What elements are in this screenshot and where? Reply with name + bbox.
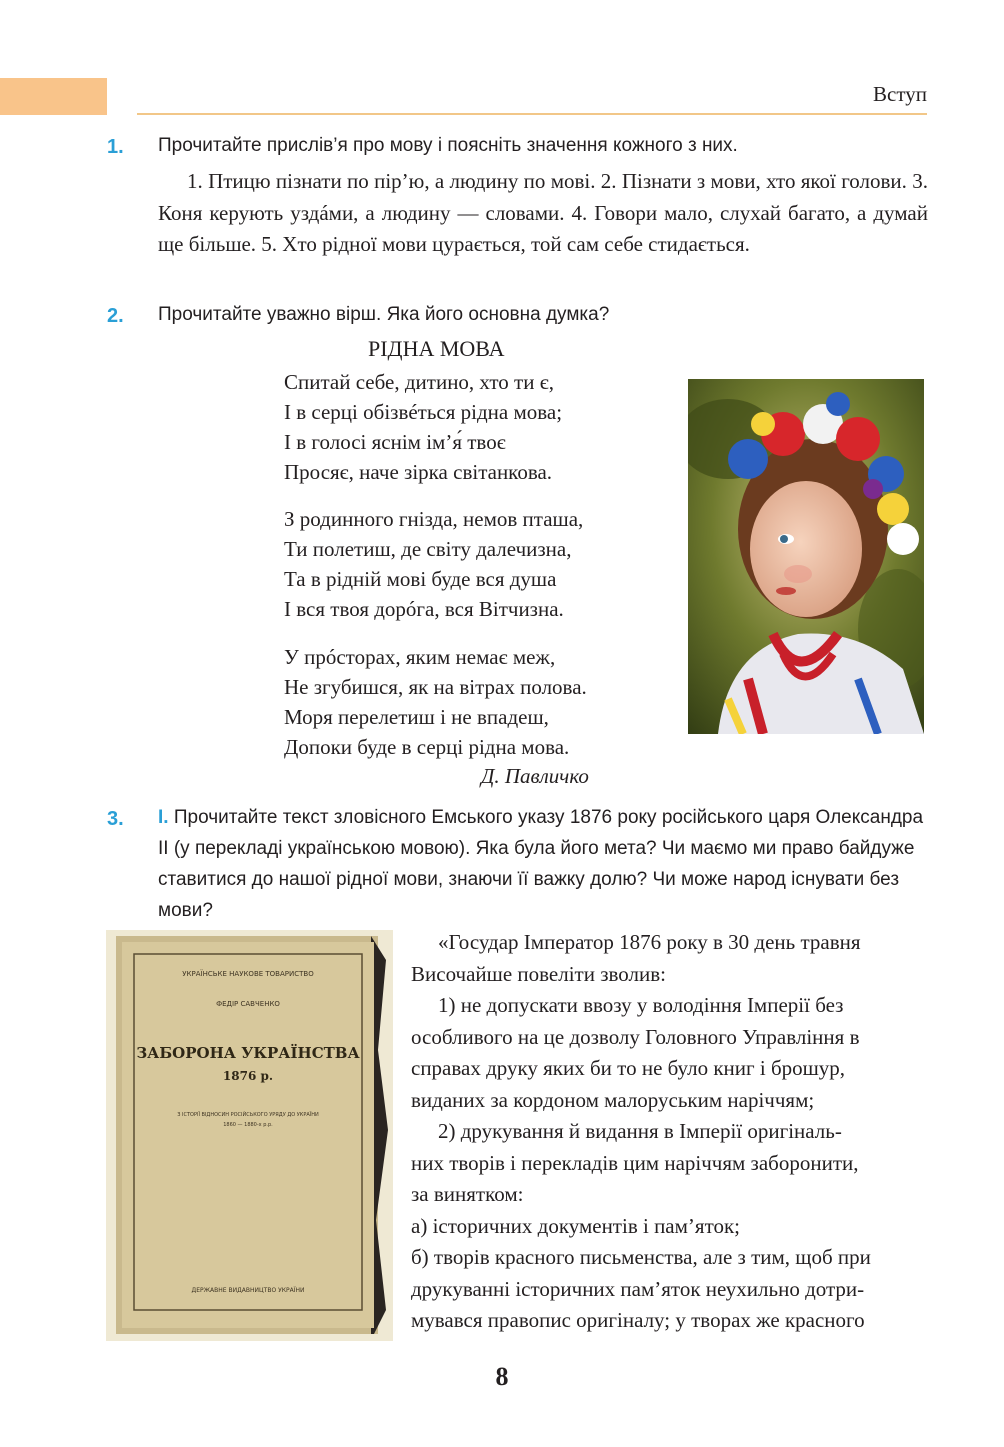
- poem-line: І вся твоя дорóга, вся Вітчизна.: [284, 597, 564, 621]
- poem-line: Допоки буде в серці рідна мова.: [284, 735, 570, 759]
- section-title: Вступ: [873, 82, 927, 106]
- poem-line: З родинного гнізда, немов пташа,: [284, 507, 584, 531]
- poem-line: Просяє, наче зірка світанкова.: [284, 460, 553, 484]
- girl-in-wreath-photo: [688, 379, 924, 734]
- book-year: 1876 р.: [222, 1069, 274, 1083]
- poem-stanza-3: [284, 642, 587, 762]
- task-1-number: 1.: [107, 136, 124, 158]
- decree-line: 1) не допускати ввозу у володіння Імперії без: [438, 993, 844, 1017]
- poem-line: І в серці обізвéться рідна мова;: [284, 400, 563, 424]
- decree-line: справах друку яких би то не було книг і брошур,: [411, 1056, 846, 1080]
- task-3-prompt: [158, 802, 928, 926]
- decree-line: Височайше повеліти зволив:: [411, 961, 666, 986]
- poem-line: Не згубишся, як на вітрах полова.: [284, 675, 587, 699]
- decree-line: 2) друкування й видання в Імперії оригіналь-: [438, 1119, 842, 1143]
- decree-line: них творів і перекладів цим наріччям заборонити,: [411, 1150, 859, 1175]
- book-author: ФЕДІР САВЧЕНКО: [216, 1000, 280, 1008]
- task-1-prompt: Прочитайте прислів’я про мову і поясніть значення кожного з них.: [158, 135, 738, 156]
- decree-line: б) творів красного письменства, але з тим, щоб при: [411, 1245, 871, 1269]
- poem-title: РІДНА МОВА: [368, 336, 505, 361]
- poem-stanza-1: [284, 367, 562, 487]
- decree-line: за винятком:: [411, 1182, 524, 1206]
- page-number: 8: [495, 1362, 509, 1391]
- decree-line: друкуванні історичних пам’яток неухильно дотри-: [411, 1276, 865, 1301]
- decree-line: а) історичних документів і пам’яток;: [411, 1213, 741, 1238]
- task-2-number: 2.: [107, 305, 124, 327]
- header-rule: [137, 113, 927, 115]
- poem-line: Спитай себе, дитино, хто ти є,: [284, 370, 554, 394]
- poem-author: Д. Павличко: [481, 764, 589, 788]
- book-imprint: ДЕРЖАВНЕ ВИДАВНИЦТВО УКРАЇНИ: [191, 1287, 305, 1294]
- poem-stanza-2: [284, 504, 583, 624]
- decree-line: «Государ Імператор 1876 року в 30 день травня: [438, 930, 861, 954]
- poem-line: Ти полетиш, де світу далечизна,: [284, 537, 572, 561]
- book-cover-image: [106, 930, 393, 1341]
- task-2-prompt: Прочитайте уважно вірш. Яка його основна думка?: [158, 304, 610, 325]
- task-3-prompt-text: Прочитайте текст зловісного Емського указу 1876 року російського царя Олександра II (у перекладі українською мовою). Яка була його мета? Чи маємо ми право байдуже ставитися до нашої рідної мови, знаючи її важку долю? Чи може народ існувати без мови?: [158, 807, 924, 921]
- decree-line: мувався правопис оригіналу; у творах же красного: [411, 1308, 865, 1332]
- header-orange-tab: [0, 78, 107, 115]
- poem-line: І в голосі яснім ім’я́ твоє: [284, 430, 506, 454]
- decree-text: [411, 927, 927, 1337]
- decree-line: виданих за кордоном малоруським наріччям;: [411, 1087, 815, 1112]
- book-years: 1860 — 1880-х р.р.: [223, 1122, 273, 1128]
- poem-line: Моря перелетиш і не впадеш,: [284, 705, 549, 729]
- task-1-proverbs: 1. Птицю пізнати по пір’ю, а людину по мові. 2. Пізнати з мови, хто якої голови. 3. Коня керують уздáми, а людину — словами. 4. Говори мало, слухай багато, а думай ще більше. 5. Хто рідної мови цурається, той сам себе стидається.: [158, 169, 928, 256]
- task-3-roman: I.: [158, 807, 169, 828]
- poem-line: Та в рідній мові буде вся душа: [284, 567, 557, 591]
- poem-line: У прóсторах, яким немає меж,: [284, 645, 556, 669]
- decree-line: особливого на це дозволу Головного Управління в: [411, 1024, 860, 1049]
- book-subtitle: З ІСТОРІЇ ВІДНОСИН РОСІЙСЬКОГО УРЯДУ ДО УКРАЇНИ: [177, 1112, 319, 1118]
- book-publisher: УКРАЇНСЬКЕ НАУКОВЕ ТОВАРИСТВО: [182, 970, 314, 978]
- task-3-number: 3.: [107, 808, 124, 830]
- book-title: ЗАБОРОНА УКРАЇНСТВА: [136, 1044, 360, 1062]
